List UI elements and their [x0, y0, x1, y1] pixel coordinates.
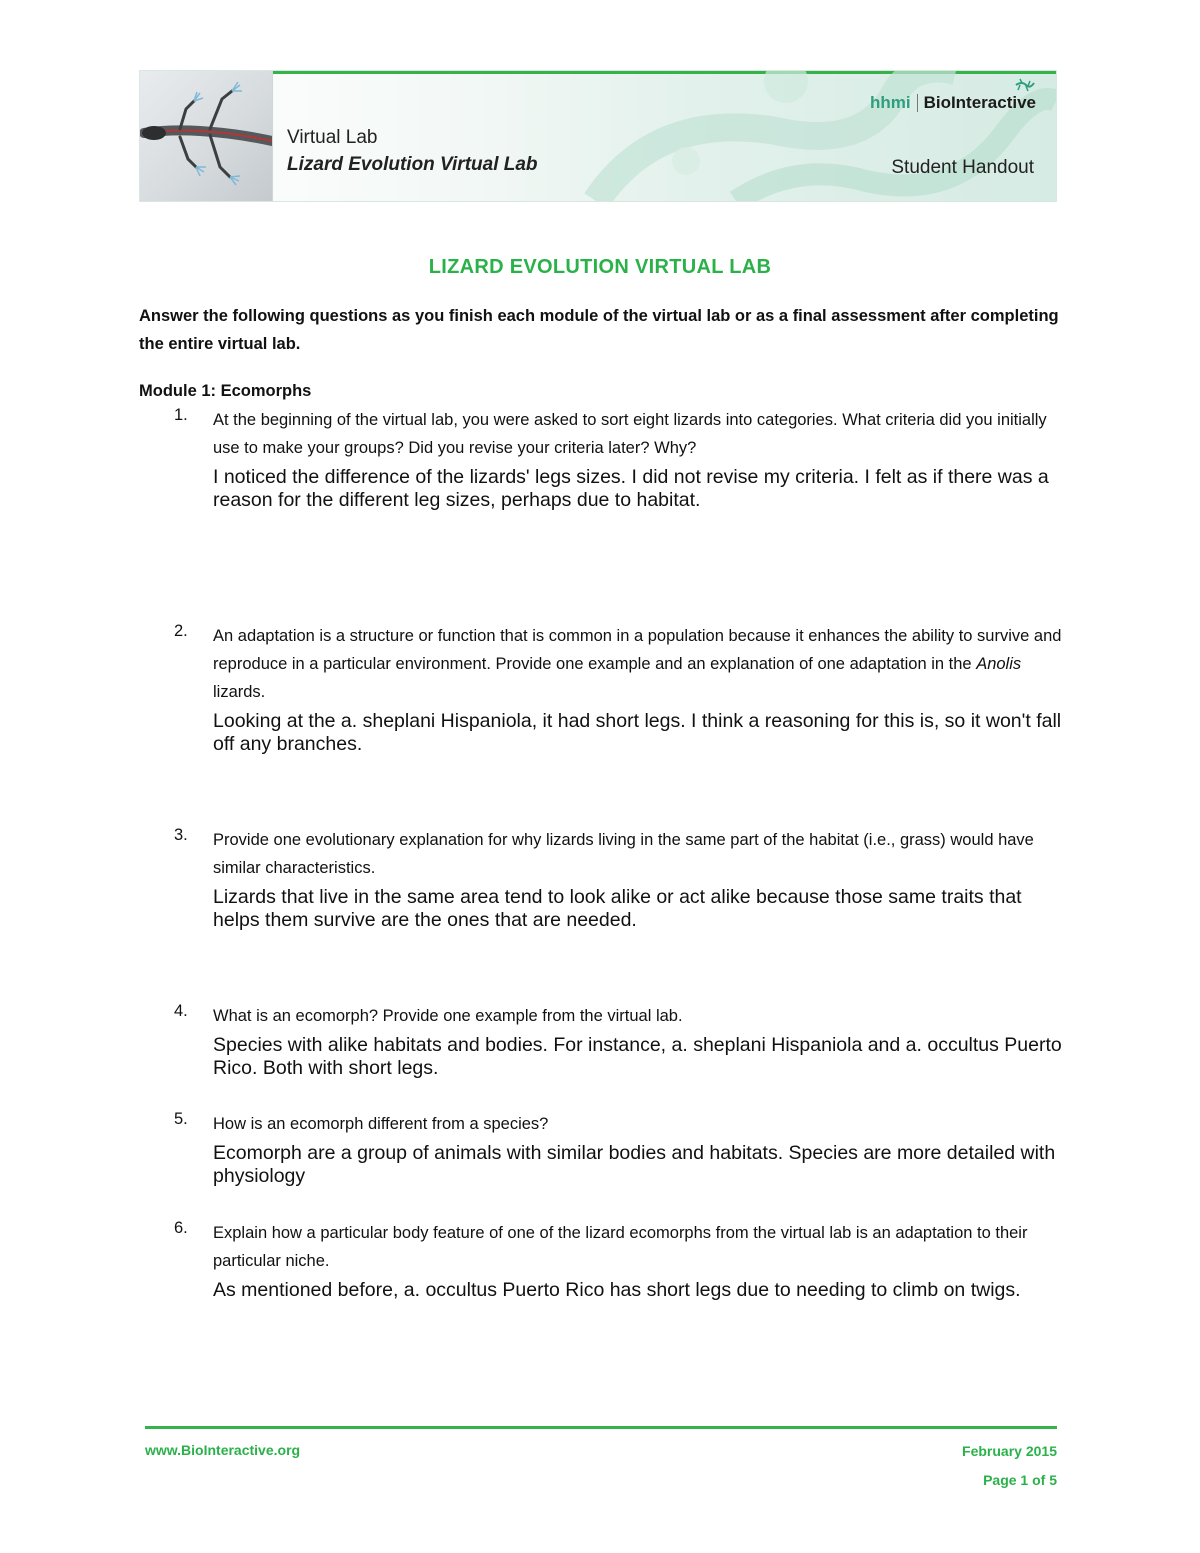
- answer-text: Looking at the a. sheplani Hispaniola, it had short legs. I think a reasoning for this is, so it won't fall off any branches.: [213, 710, 1062, 755]
- gecko-logo-icon: [1014, 77, 1036, 93]
- question-4: [174, 1002, 1064, 1080]
- answer-text: I noticed the difference of the lizards' legs sizes. I did not revise my criteria. I felt as if there was a reason for the different leg sizes, perhaps due to habitat.: [213, 466, 1049, 511]
- answer-text: As mentioned before, a. occultus Puerto Rico has short legs due to needing to climb on twigs.: [213, 1279, 1021, 1301]
- question-6: [174, 1219, 1064, 1302]
- question-5: [174, 1110, 1064, 1188]
- question-number: 5.: [174, 1110, 188, 1128]
- footer-date: February 2015: [962, 1443, 1057, 1459]
- header-lab-title: Lizard Evolution Virtual Lab: [287, 154, 538, 175]
- answer-text: Ecomorph are a group of animals with similar bodies and habitats. Species are more detailed with physiology: [213, 1142, 1056, 1187]
- question-text: How is an ecomorph different from a species?: [213, 1115, 549, 1133]
- hhmi-biointeractive-logo: [870, 93, 1036, 113]
- footer-url-link[interactable]: www.BioInteractive.org: [145, 1442, 301, 1458]
- instructions-text: Answer the following questions as you finish each module of the virtual lab or as a final assessment after completing the entire virtual lab.: [139, 307, 1059, 353]
- question-number: 2.: [174, 622, 188, 640]
- lizard-xray-image: [140, 71, 273, 201]
- question-number: 3.: [174, 826, 188, 844]
- genus-name: Anolis: [976, 655, 1022, 673]
- question-number: 6.: [174, 1219, 188, 1237]
- answer-text: Species with alike habitats and bodies. For instance, a. sheplani Hispaniola and a. occultus Puerto Rico. Both with short legs.: [213, 1034, 1062, 1079]
- question-2: [174, 622, 1064, 756]
- question-text-part: An adaptation is a structure or function that is common in a population because it enhances the ability to survive and reproduce in a particular environment. Provide one example and an explanation of one adaptation in the: [213, 627, 1062, 673]
- question-text: At the beginning of the virtual lab, you were asked to sort eight lizards into categories. What criteria did you initially use to make your groups? Did you revise your criteria later? Why?: [213, 411, 1047, 457]
- question-number: 1.: [174, 406, 188, 424]
- question-text: Provide one evolutionary explanation for why lizards living in the same part of the habitat (i.e., grass) would have similar characteristics.: [213, 831, 1034, 877]
- logo-divider: [917, 94, 918, 112]
- question-text: [213, 622, 1064, 706]
- student-handout-label: Student Handout: [891, 157, 1034, 178]
- question-3: [174, 826, 1064, 932]
- page-title: LIZARD EVOLUTION VIRTUAL LAB: [428, 256, 772, 278]
- footer-divider: [145, 1426, 1057, 1429]
- decorative-swirl: [536, 71, 1056, 201]
- question-text-part: lizards.: [213, 683, 266, 701]
- question-text: What is an ecomorph? Provide one example from the virtual lab.: [213, 1007, 683, 1025]
- question-number: 4.: [174, 1002, 188, 1020]
- page-number: Page 1 of 5: [983, 1472, 1057, 1488]
- logo-biointeractive-text: BioInteractive: [923, 93, 1036, 112]
- question-1: [174, 406, 1064, 512]
- question-text: Explain how a particular body feature of one of the lizard ecomorphs from the virtual lab is an adaptation to their particular niche.: [213, 1224, 1028, 1270]
- header-banner: [139, 70, 1057, 202]
- header-subtitle: Virtual Lab: [287, 127, 378, 148]
- module-heading: Module 1: Ecomorphs: [139, 382, 312, 400]
- logo-hhmi-text: hhmi: [869, 93, 911, 112]
- answer-text: Lizards that live in the same area tend to look alike or act alike because those same traits that helps them survive are the ones that are needed.: [213, 886, 1022, 931]
